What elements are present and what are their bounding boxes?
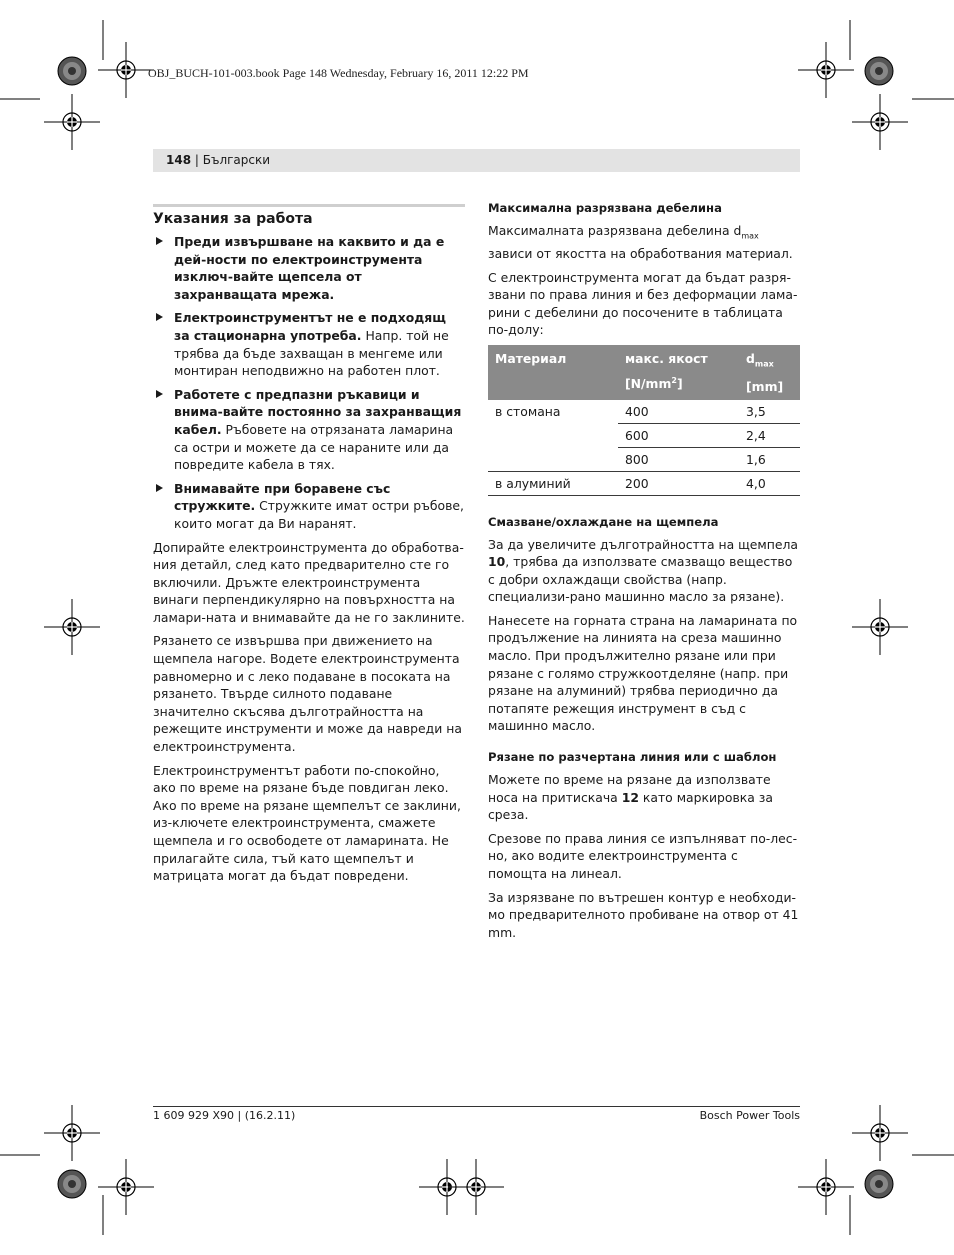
paragraph <box>488 222 800 263</box>
footer-brand: Bosch Power Tools <box>699 1109 800 1122</box>
cell-dmax: 3,5 <box>739 400 800 424</box>
col-header-material: Материал <box>488 345 618 399</box>
page-header-bar <box>153 149 800 172</box>
left-column <box>153 204 465 891</box>
bullet-item <box>153 233 465 303</box>
footer-rule <box>153 1106 800 1107</box>
paragraph: Електроинструментът работи по-спокойно, ако по време на рязане бъде повдиган леко. Ако по време на рязане щемпелът се заклини, из-ключете електроинструмента, смажете щемпела и го освободете от ламарината. Не прилагайте сила, тъй като щемпелът и матрицата могат да бъдат повредени. <box>153 762 461 884</box>
text: d <box>746 351 755 367</box>
table-row <box>488 447 800 471</box>
cell-strength: 400 <box>618 400 739 424</box>
text: ] <box>676 376 683 392</box>
cell-dmax: 4,0 <box>739 471 800 495</box>
header-separator: | <box>191 153 203 167</box>
bullet-bold-text: Електроинструментът не е подходящ за стационарна употреба. <box>174 310 446 343</box>
page-header <box>166 153 270 167</box>
bullet-bold-text: Преди извършване на каквито и да е дей-ности по електроинструмента изключ-вайте щепсела от захранващата мрежа. <box>174 234 445 302</box>
text: макс. якост <box>625 351 708 367</box>
subscript: max <box>741 231 759 241</box>
bullet-item <box>153 480 465 533</box>
right-column <box>488 200 800 947</box>
paragraph: Нанесете на горната страна на ламарината по продължение на линията на среза машинно масло. При продължително рязане или при рязане с голямо стружкоотделяне (напр. при рязане на алуминий) трябва периодично да потапяте режещия инструмент в съд с машинно масло. <box>488 612 798 734</box>
table-header-row <box>488 345 800 399</box>
col-header-dmax <box>739 345 800 399</box>
footer-doc-number: 1 609 929 X90 | (16.2.11) <box>153 1109 296 1122</box>
text: като маркировка за среза. <box>488 789 773 823</box>
superscript: 2 <box>671 376 677 386</box>
paragraph <box>488 771 800 824</box>
cell-material <box>488 423 618 447</box>
col-header-strength <box>618 345 739 399</box>
text: [N/mm <box>625 376 672 392</box>
header-language: Български <box>202 153 271 167</box>
subheading-lubrication: Смазване/охлаждане на щемпела <box>488 514 719 529</box>
paragraph: С електроинструмента могат да бъдат разря-звани по права линия и без деформации лама-рини с дебелини до посочените в таблицата по-долу: <box>488 269 798 338</box>
paragraph: Срезове по права линия се изпълняват по-лес-но, ако водите електроинструмента с помощта на линеал. <box>488 830 798 881</box>
page-number: 148 <box>166 153 192 167</box>
cell-material: в стомана <box>495 403 561 419</box>
bullet-text: Ръбовете на отрязаната ламарина са остри и можете да се нараните или да повредите кабела в тях. <box>174 421 454 473</box>
cell-strength: 200 <box>618 471 739 495</box>
bullet-text: Напр. той не трябва да бъде захващан в менгеме или монтиран неподвижно на работен плот. <box>174 327 449 379</box>
paragraph <box>488 536 800 606</box>
part-number: 10 <box>488 554 506 570</box>
text: За да увеличите дълготрайността на щемпела <box>488 536 798 552</box>
section-rule <box>153 204 465 207</box>
book-info: OBJ_BUCH-101-003.book Page 148 Wednesday, February 16, 2011 12:22 PM <box>148 66 529 80</box>
bullet-item <box>153 309 465 379</box>
thickness-table <box>488 345 800 495</box>
cell-material: в алуминий <box>488 471 618 495</box>
cell-strength: 800 <box>618 447 739 471</box>
text: , трябва да използвате смазващо вещество с добри охлаждащи свойства (напр. специализи-рано машинно масло за рязане). <box>488 554 793 605</box>
text: зависи от якостта на обработвания материал. <box>488 246 793 262</box>
section-heading-operation: Указания за работа <box>153 211 313 227</box>
text: [mm] <box>746 378 784 394</box>
subheading-cutting-line: Рязане по разчертана линия или с шаблон <box>488 750 777 765</box>
paragraph: Допирайте електроинструмента до обработва-ния детайл, след като предварително сте го включили. Дръжте електроинструмента винаги перпендикулярно на повърхността на ламари-ната и внимавайте да не го заклините. <box>153 539 465 625</box>
bullet-bold-text: Внимавайте при боравене със стружките. <box>174 480 391 514</box>
cell-strength: 600 <box>618 423 739 447</box>
subscript: max <box>754 359 774 369</box>
subheading-max-thickness: Максимална разрязвана дебелина <box>488 201 722 215</box>
table-row <box>488 400 800 424</box>
bullet-item <box>153 386 465 474</box>
cell-dmax: 2,4 <box>739 423 800 447</box>
bullet-text: Стружките имат остри ръбове, които могат да Ви наранят. <box>174 498 464 531</box>
paragraph: Рязането се извършва при движението на щемпела нагоре. Водете електроинструмента равномерно и с леко подаване в посоката на рязането. Твърде силното подаване значително скъсява дълготрайността на режещите инструменти и може да навреди на електроинструмента. <box>153 633 462 755</box>
text: Можете по време на рязане да използвате носа на притискача <box>488 772 771 805</box>
table-row <box>488 423 800 447</box>
cell-dmax: 1,6 <box>739 447 800 471</box>
bullet-bold-text: Работете с предпазни ръкавици и внима-вайте постоянно за захранващия кабел. <box>174 386 462 437</box>
part-number: 12 <box>621 789 639 805</box>
cell-material <box>488 447 618 471</box>
paragraph: За изрязване по вътрешен контур е необходи-мо предварителното пробиване на отвор от 41 mm. <box>488 889 799 940</box>
text: Максималната разрязвана дебелина d <box>488 223 742 238</box>
table-row <box>488 471 800 495</box>
